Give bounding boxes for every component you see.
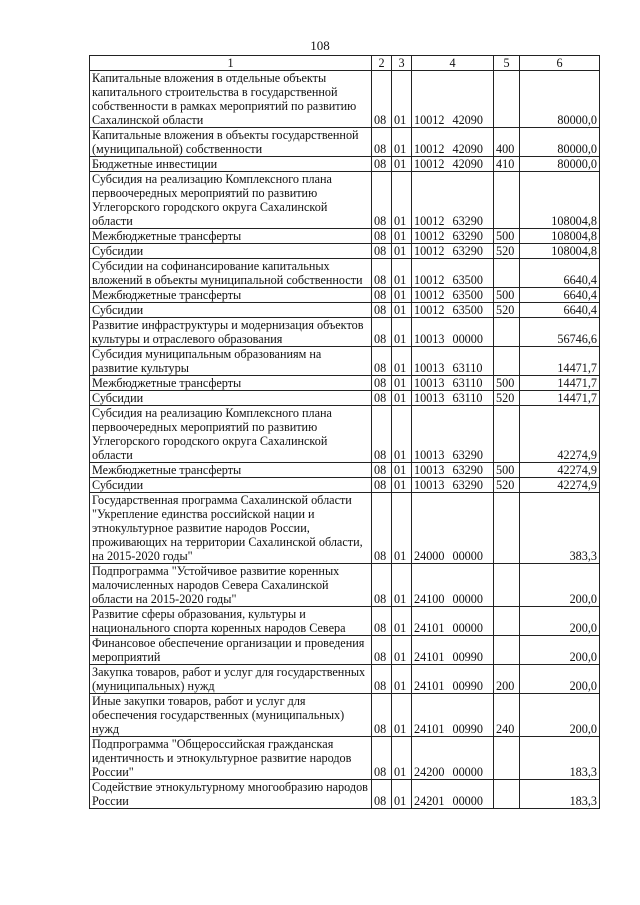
item-name-cell: Капитальные вложения в объекты государственной (муниципальной) собственности <box>90 128 372 157</box>
target-article-cell <box>412 259 494 288</box>
target-article-program-code: 24101 <box>414 722 445 736</box>
target-article-direction-code: 42090 <box>452 142 483 156</box>
subsection-code-cell: 01 <box>392 607 412 636</box>
expense-type-cell <box>494 607 520 636</box>
subsection-code-cell: 01 <box>392 347 412 376</box>
target-article-cell <box>412 607 494 636</box>
table-row <box>90 564 600 607</box>
table-row <box>90 318 600 347</box>
subsection-code-cell: 01 <box>392 128 412 157</box>
target-article-program-code: 10012 <box>414 244 445 258</box>
subsection-code-cell: 01 <box>392 157 412 172</box>
section-code-cell: 08 <box>372 780 392 809</box>
target-article-program-code: 24101 <box>414 650 445 664</box>
subsection-code-cell: 01 <box>392 636 412 665</box>
target-article-program-code: 10013 <box>414 391 445 405</box>
amount-cell: 14471,7 <box>520 391 600 406</box>
target-article-direction-code: 00000 <box>452 592 483 606</box>
subsection-code-cell: 01 <box>392 391 412 406</box>
table-row <box>90 172 600 229</box>
target-article-cell <box>412 493 494 564</box>
subsection-code-cell: 01 <box>392 564 412 607</box>
target-article-direction-code: 63290 <box>452 214 483 228</box>
item-name-cell: Субсидия муниципальным образованиям на развитие культуры <box>90 347 372 376</box>
target-article-program-code: 24201 <box>414 794 445 808</box>
amount-cell: 6640,4 <box>520 259 600 288</box>
target-article-cell <box>412 288 494 303</box>
table-row <box>90 376 600 391</box>
target-article-cell <box>412 737 494 780</box>
target-article-program-code: 24101 <box>414 679 445 693</box>
table-row <box>90 71 600 128</box>
expense-type-cell: 500 <box>494 376 520 391</box>
table-row <box>90 259 600 288</box>
amount-cell: 108004,8 <box>520 172 600 229</box>
target-article-cell <box>412 391 494 406</box>
expense-type-cell <box>494 493 520 564</box>
expense-type-cell: 400 <box>494 128 520 157</box>
section-code-cell: 08 <box>372 376 392 391</box>
expense-type-cell <box>494 172 520 229</box>
subsection-code-cell: 01 <box>392 478 412 493</box>
page-number: 108 <box>310 38 330 53</box>
expense-type-cell <box>494 780 520 809</box>
target-article-direction-code: 00000 <box>452 765 483 779</box>
section-code-cell: 08 <box>372 259 392 288</box>
table-row <box>90 463 600 478</box>
target-article-cell <box>412 303 494 318</box>
target-article-direction-code: 63110 <box>452 391 483 405</box>
target-article-cell <box>412 71 494 128</box>
section-code-cell: 08 <box>372 347 392 376</box>
table-row <box>90 478 600 493</box>
expense-type-cell: 520 <box>494 303 520 318</box>
amount-cell: 200,0 <box>520 564 600 607</box>
column-header: 2 <box>372 56 392 71</box>
target-article-cell <box>412 376 494 391</box>
item-name-cell: Субсидия на реализацию Комплексного плана первоочередных мероприятий по развитию Углегорского городского округа Сахалинской области <box>90 172 372 229</box>
target-article-direction-code: 42090 <box>452 157 483 171</box>
subsection-code-cell: 01 <box>392 259 412 288</box>
item-name-cell: Капитальные вложения в отдельные объекты капитального строительства в государственной собственности в рамках мероприятий по развитию Сахалинской области <box>90 71 372 128</box>
table-row <box>90 665 600 694</box>
amount-cell: 56746,6 <box>520 318 600 347</box>
subsection-code-cell: 01 <box>392 737 412 780</box>
target-article-cell <box>412 128 494 157</box>
target-article-direction-code: 00990 <box>452 722 483 736</box>
expense-type-cell: 500 <box>494 288 520 303</box>
table-row <box>90 406 600 463</box>
amount-cell: 42274,9 <box>520 478 600 493</box>
item-name-cell: Межбюджетные трансферты <box>90 288 372 303</box>
item-name-cell: Субсидии <box>90 391 372 406</box>
target-article-direction-code: 63290 <box>452 478 483 492</box>
target-article-program-code: 10012 <box>414 288 445 302</box>
subsection-code-cell: 01 <box>392 172 412 229</box>
target-article-direction-code: 00000 <box>452 794 483 808</box>
amount-cell: 14471,7 <box>520 376 600 391</box>
section-code-cell: 08 <box>372 493 392 564</box>
item-name-cell: Субсидии <box>90 478 372 493</box>
section-code-cell: 08 <box>372 636 392 665</box>
item-name-cell: Бюджетные инвестиции <box>90 157 372 172</box>
target-article-direction-code: 00990 <box>452 650 483 664</box>
target-article-direction-code: 00000 <box>452 621 483 635</box>
section-code-cell: 08 <box>372 391 392 406</box>
item-name-cell: Подпрограмма "Устойчивое развитие коренных малочисленных народов Севера Сахалинской области на 2015-2020 годы" <box>90 564 372 607</box>
target-article-direction-code: 63290 <box>452 244 483 258</box>
target-article-direction-code: 63500 <box>452 303 483 317</box>
expense-type-cell <box>494 737 520 780</box>
column-header: 1 <box>90 56 372 71</box>
amount-cell: 80000,0 <box>520 71 600 128</box>
table-row <box>90 780 600 809</box>
target-article-direction-code: 63500 <box>452 288 483 302</box>
table-row <box>90 737 600 780</box>
table-row <box>90 244 600 259</box>
subsection-code-cell: 01 <box>392 376 412 391</box>
amount-cell: 183,3 <box>520 780 600 809</box>
item-name-cell: Государственная программа Сахалинской области "Укрепление единства российской нации и этнокультурное развитие народов России, проживающих на территории Сахалинской области, на 2015-2020 годы" <box>90 493 372 564</box>
target-article-cell <box>412 564 494 607</box>
target-article-program-code: 10013 <box>414 376 445 390</box>
subsection-code-cell: 01 <box>392 303 412 318</box>
section-code-cell: 08 <box>372 244 392 259</box>
target-article-cell <box>412 318 494 347</box>
item-name-cell: Субсидии <box>90 303 372 318</box>
target-article-direction-code: 00000 <box>452 332 483 346</box>
subsection-code-cell: 01 <box>392 406 412 463</box>
item-name-cell: Подпрограмма "Общероссийская гражданская идентичность и этнокультурное развитие народов России" <box>90 737 372 780</box>
section-code-cell: 08 <box>372 157 392 172</box>
expense-type-cell: 500 <box>494 463 520 478</box>
budget-table <box>89 55 600 809</box>
expense-type-cell: 520 <box>494 391 520 406</box>
expense-type-cell <box>494 406 520 463</box>
column-header: 5 <box>494 56 520 71</box>
target-article-direction-code: 63290 <box>452 463 483 477</box>
target-article-direction-code: 00990 <box>452 679 483 693</box>
target-article-direction-code: 42090 <box>452 113 483 127</box>
section-code-cell: 08 <box>372 737 392 780</box>
table-row <box>90 636 600 665</box>
table-row <box>90 347 600 376</box>
amount-cell: 200,0 <box>520 636 600 665</box>
item-name-cell: Межбюджетные трансферты <box>90 463 372 478</box>
expense-type-cell: 200 <box>494 665 520 694</box>
target-article-cell <box>412 463 494 478</box>
target-article-cell <box>412 172 494 229</box>
item-name-cell: Иные закупки товаров, работ и услуг для обеспечения государственных (муниципальных) нужд <box>90 694 372 737</box>
table-row <box>90 303 600 318</box>
column-header: 3 <box>392 56 412 71</box>
amount-cell: 383,3 <box>520 493 600 564</box>
table-row <box>90 694 600 737</box>
column-header: 6 <box>520 56 600 71</box>
target-article-cell <box>412 244 494 259</box>
item-name-cell: Субсидии <box>90 244 372 259</box>
target-article-program-code: 10013 <box>414 478 445 492</box>
target-article-program-code: 10012 <box>414 273 445 287</box>
target-article-cell <box>412 636 494 665</box>
target-article-program-code: 10013 <box>414 463 445 477</box>
expense-type-cell <box>494 259 520 288</box>
target-article-direction-code: 63500 <box>452 273 483 287</box>
expense-type-cell <box>494 71 520 128</box>
amount-cell: 42274,9 <box>520 463 600 478</box>
target-article-cell <box>412 694 494 737</box>
item-name-cell: Межбюджетные трансферты <box>90 376 372 391</box>
expense-type-cell <box>494 318 520 347</box>
subsection-code-cell: 01 <box>392 665 412 694</box>
target-article-program-code: 24100 <box>414 592 445 606</box>
amount-cell: 6640,4 <box>520 303 600 318</box>
target-article-program-code: 24000 <box>414 549 445 563</box>
section-code-cell: 08 <box>372 478 392 493</box>
table-row <box>90 607 600 636</box>
section-code-cell: 08 <box>372 694 392 737</box>
expense-type-cell: 520 <box>494 244 520 259</box>
amount-cell: 42274,9 <box>520 406 600 463</box>
target-article-program-code: 10012 <box>414 142 445 156</box>
amount-cell: 200,0 <box>520 694 600 737</box>
subsection-code-cell: 01 <box>392 694 412 737</box>
section-code-cell: 08 <box>372 128 392 157</box>
expense-type-cell <box>494 347 520 376</box>
subsection-code-cell: 01 <box>392 244 412 259</box>
target-article-direction-code: 63110 <box>452 361 483 375</box>
section-code-cell: 08 <box>372 229 392 244</box>
target-article-cell <box>412 406 494 463</box>
item-name-cell: Субсидии на софинансирование капитальных вложений в объекты муниципальной собственности <box>90 259 372 288</box>
section-code-cell: 08 <box>372 288 392 303</box>
subsection-code-cell: 01 <box>392 229 412 244</box>
expense-type-cell: 410 <box>494 157 520 172</box>
column-header: 4 <box>412 56 494 71</box>
target-article-cell <box>412 157 494 172</box>
target-article-program-code: 10012 <box>414 214 445 228</box>
section-code-cell: 08 <box>372 564 392 607</box>
amount-cell: 80000,0 <box>520 128 600 157</box>
subsection-code-cell: 01 <box>392 493 412 564</box>
amount-cell: 200,0 <box>520 665 600 694</box>
section-code-cell: 08 <box>372 607 392 636</box>
amount-cell: 6640,4 <box>520 288 600 303</box>
expense-type-cell: 240 <box>494 694 520 737</box>
amount-cell: 108004,8 <box>520 229 600 244</box>
amount-cell: 108004,8 <box>520 244 600 259</box>
item-name-cell: Межбюджетные трансферты <box>90 229 372 244</box>
target-article-direction-code: 63290 <box>452 229 483 243</box>
section-code-cell: 08 <box>372 318 392 347</box>
section-code-cell: 08 <box>372 665 392 694</box>
item-name-cell: Содействие этнокультурному многообразию народов России <box>90 780 372 809</box>
subsection-code-cell: 01 <box>392 318 412 347</box>
expense-type-cell: 520 <box>494 478 520 493</box>
target-article-program-code: 10012 <box>414 157 445 171</box>
item-name-cell: Развитие инфраструктуры и модернизация объектов культуры и отраслевого образования <box>90 318 372 347</box>
item-name-cell: Субсидия на реализацию Комплексного плана первоочередных мероприятий по развитию Углегорского городского округа Сахалинской области <box>90 406 372 463</box>
amount-cell: 200,0 <box>520 607 600 636</box>
table-row <box>90 157 600 172</box>
table-row <box>90 128 600 157</box>
table-header-row <box>90 56 600 71</box>
amount-cell: 14471,7 <box>520 347 600 376</box>
target-article-program-code: 10013 <box>414 361 445 375</box>
target-article-program-code: 10012 <box>414 229 445 243</box>
table-row <box>90 493 600 564</box>
subsection-code-cell: 01 <box>392 71 412 128</box>
expense-type-cell <box>494 564 520 607</box>
expense-type-cell <box>494 636 520 665</box>
item-name-cell: Финансовое обеспечение организации и проведения мероприятий <box>90 636 372 665</box>
target-article-cell <box>412 347 494 376</box>
expense-type-cell: 500 <box>494 229 520 244</box>
table-row <box>90 229 600 244</box>
target-article-cell <box>412 665 494 694</box>
target-article-cell <box>412 478 494 493</box>
section-code-cell: 08 <box>372 172 392 229</box>
target-article-program-code: 10013 <box>414 332 445 346</box>
subsection-code-cell: 01 <box>392 463 412 478</box>
subsection-code-cell: 01 <box>392 288 412 303</box>
target-article-direction-code: 63110 <box>452 376 483 390</box>
item-name-cell: Закупка товаров, работ и услуг для государственных (муниципальных) нужд <box>90 665 372 694</box>
target-article-program-code: 24101 <box>414 621 445 635</box>
target-article-program-code: 10013 <box>414 448 445 462</box>
target-article-direction-code: 00000 <box>452 549 483 563</box>
target-article-cell <box>412 780 494 809</box>
section-code-cell: 08 <box>372 463 392 478</box>
table-row <box>90 391 600 406</box>
target-article-program-code: 10012 <box>414 303 445 317</box>
target-article-cell <box>412 229 494 244</box>
subsection-code-cell: 01 <box>392 780 412 809</box>
amount-cell: 183,3 <box>520 737 600 780</box>
section-code-cell: 08 <box>372 71 392 128</box>
table-row <box>90 288 600 303</box>
item-name-cell: Развитие сферы образования, культуры и национального спорта коренных народов Севера <box>90 607 372 636</box>
amount-cell: 80000,0 <box>520 157 600 172</box>
target-article-program-code: 10012 <box>414 113 445 127</box>
section-code-cell: 08 <box>372 303 392 318</box>
target-article-direction-code: 63290 <box>452 448 483 462</box>
target-article-program-code: 24200 <box>414 765 445 779</box>
section-code-cell: 08 <box>372 406 392 463</box>
